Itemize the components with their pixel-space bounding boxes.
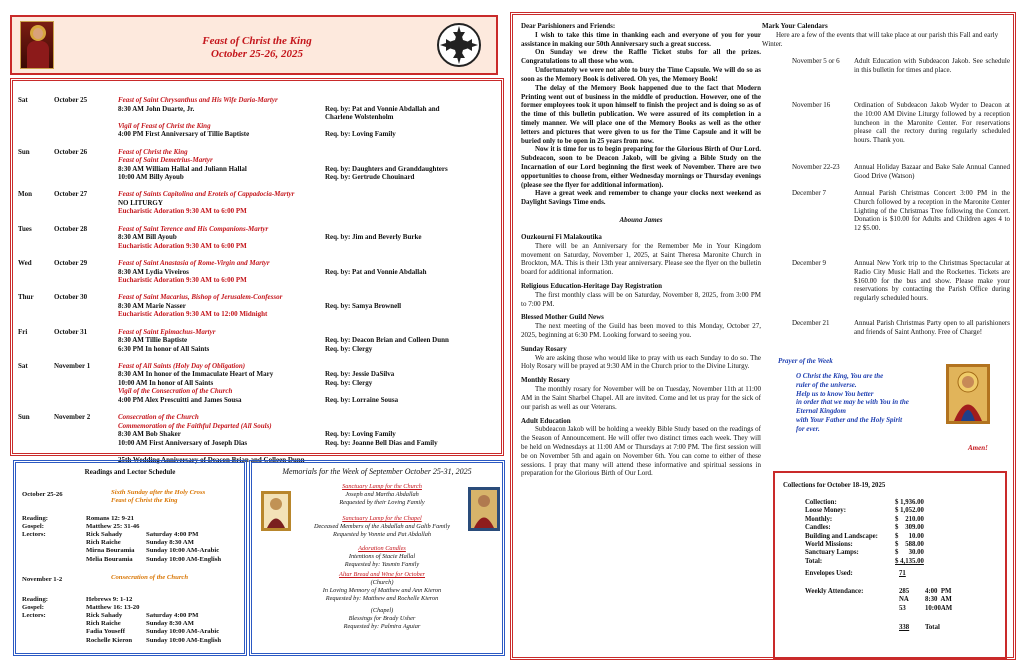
event-date: November 5 or 6 — [792, 57, 840, 65]
memorial-entry — [292, 545, 472, 569]
reading-heading: Consecration of the Church — [111, 574, 189, 581]
section-body: There will be an Anniversary for the Remember Me in Your Kingdom movement on Saturday, November 1, 2025, at Saint Theresa Maronite Church in Brockton, MA. This is their 13th year anniversary. Please see the flyer on the bulletin board for additional information. — [521, 241, 761, 277]
memorial-line: Deceased Members of the Abdallah and Galib Family — [313, 522, 451, 530]
request-line — [325, 276, 495, 285]
lector-time: Sunday 10:00 AM-Arabic — [146, 547, 220, 555]
schedule-line: Eucharistic Adoration 9:30 AM to 6:00 PM — [118, 276, 247, 285]
request-line — [325, 199, 495, 208]
schedule-line: 8:30 AM In honor of the Immaculate Heart of Mary — [118, 370, 274, 379]
schedule-line: 8:30 AM Lydia Viveiros — [118, 267, 189, 276]
memorial-line: (Chapel) — [370, 607, 394, 614]
calendar-intro: Here are a few of the events that will take place at our parish this Fall and early Winter. — [762, 30, 999, 48]
memorial-line: Requested by Vonnie and Pat Abdallah — [333, 530, 431, 538]
letter-paragraph: The delay of the Memory Book happened due to the fact that Modern Printing went out of business in the middle of production. However, one of the former employees took it upon himself to finish the project and is doing so as of the time of this bulletin publication. We were assured of its completion in a timely manner. We will place one of the Memory Books as well as the other letters and pictures that were given to us for the Time Capsule and it will be buried only to be open in 25 years from now. — [521, 83, 761, 145]
request-line — [325, 122, 495, 131]
schedule-details — [118, 362, 323, 405]
prayer-line: in order that we may be with You in the — [796, 398, 909, 407]
request-line: Req. by: Lorraine Sousa — [325, 395, 399, 404]
request-line: Req. by: Loving Family — [325, 130, 396, 139]
memorial-entry — [292, 483, 472, 507]
attendance-time: 10:00AM — [925, 604, 953, 612]
lector-time: Sunday 8:30 AM — [146, 539, 194, 547]
request-line — [325, 207, 495, 216]
lector-name: Mirna Bouramia — [86, 547, 135, 555]
attendance-time: 8:30 AM — [925, 596, 952, 604]
schedule-line: 6:30 PM In honor of All Saints — [118, 344, 210, 353]
schedule-line: Feast of Saint Epimachus-Martyr — [118, 327, 216, 336]
schedule-line: 25th Wedding Anniversary of Deacon Brian and Colleen Dunn — [118, 456, 305, 465]
request-line — [325, 156, 495, 165]
lector-name: Rochelle Kieron — [86, 636, 133, 644]
collections-title: Collections for October 18-19, 2025 — [783, 482, 886, 489]
section-heading: Blessed Mother Guild News — [521, 313, 604, 322]
request-line — [325, 328, 495, 337]
schedule-line: 8:30 AM Bob Shaker — [118, 430, 181, 439]
request-line — [325, 447, 495, 456]
collection-label: Loose Money: — [805, 507, 846, 515]
lector-time: Sunday 10:00 AM-Arabic — [146, 628, 220, 636]
schedule-date: October 25 — [54, 96, 88, 104]
schedule-day: Tues — [18, 224, 32, 233]
lectors-label: Lectors: — [22, 612, 46, 619]
gospel-label: Gospel: — [22, 523, 44, 530]
schedule-day: Wed — [18, 259, 32, 267]
memorial-line: In Loving Memory of Matthew and Ann Kieron — [322, 586, 442, 594]
section-body: The next meeting of the Guild has been moved to this Monday, October 27, 2025, beginning at 6:30 PM. Looking forward to seeing you. — [521, 322, 761, 339]
memorial-line: Sanctuary Lamp for the Church — [342, 483, 422, 490]
readings-title: Readings and Lector Schedule — [84, 468, 176, 476]
schedule-details — [118, 225, 323, 251]
event-text: Annual Holiday Bazaar and Bake Sale Annual Canned Good Drive (Watson) — [854, 163, 1010, 180]
memorial-line: (Church) — [370, 578, 394, 586]
memorial-entry — [292, 515, 472, 539]
prayer-line: O Christ the King, You are the — [796, 372, 884, 380]
request-line: Req. by: Clergy — [325, 344, 373, 353]
collection-value: $ 1,052.00 — [895, 507, 924, 515]
collection-value: $ 4,135.00 — [895, 557, 924, 565]
section-body: Subdeacon Jakob will be holding a weekly Bible Study based on the readings of the Season of Announcement. He will offer two distinct times each week. They will be held on Wednesdays at 11:00 AM or Thursdays at 7:00 PM. The first session will be on November 5th and again on November 6th. You can come to either of these sessions. I pray that many will attend these informative and spiritual sessions in preparation for the Glorious Birth of Our Lord. — [521, 425, 761, 478]
reading-value: Hebrews 9: 1-12 — [86, 596, 133, 603]
request-line — [325, 422, 495, 431]
letter-paragraph: I wish to take this time in thanking each and everyone of you for your assistance in making our 50th Anniversary such a great success. — [521, 30, 761, 48]
schedule-line: Vigil of the Consecration of the Church — [118, 387, 233, 396]
event-date: December 9 — [792, 259, 827, 267]
schedule-details — [118, 190, 323, 216]
prayer-text — [796, 372, 956, 434]
request-line: Req. by: Loving Family — [325, 430, 396, 439]
lector-time: Sunday 8:30 AM — [146, 620, 194, 628]
collection-value: $ 309.00 — [895, 524, 924, 532]
schedule-requests — [325, 328, 495, 354]
request-line — [325, 148, 495, 157]
schedule-requests — [325, 148, 495, 182]
schedule-details — [118, 96, 323, 139]
gospel-value: Matthew 25: 31-46 — [86, 523, 140, 530]
memorial-line: Requested by: Yasmin Family — [344, 560, 420, 568]
gospel-label: Gospel: — [22, 604, 44, 611]
schedule-details — [118, 328, 323, 354]
schedule-day: Sun — [18, 413, 30, 422]
request-line — [325, 387, 495, 396]
schedule-date: October 31 — [54, 327, 88, 336]
calendar-title: Mark Your Calendars — [762, 22, 828, 30]
schedule-line: 4:00 PM Alex Prescuitti and James Sousa — [118, 396, 242, 405]
attendance-label: Weekly Attendance: — [805, 588, 864, 595]
request-line — [325, 242, 495, 251]
collection-label: Monthly: — [805, 515, 833, 523]
lector-time: Saturday 4:00 PM — [146, 531, 199, 538]
readings-lector-schedule — [13, 460, 247, 656]
schedule-details — [118, 259, 323, 285]
section-body: The monthly rosary for November will be on Tuesday, November 11th at 11:00 AM in the Saint Sharbel Chapel. All are invited. Come and let us pray for the sick of our parish as well as our Veterans. — [521, 385, 761, 411]
lector-name: Melia Bouramia — [86, 555, 133, 563]
header-title: Feast of Christ the King October 25-26, 2025 — [202, 35, 312, 61]
attendance-time: 4:00 PM — [925, 588, 952, 595]
schedule-line: Feast of All Saints (Holy Day of Obligation) — [118, 361, 246, 370]
reading-date: October 25-26 — [22, 491, 63, 498]
section-heading: Sunday Rosary — [521, 344, 567, 353]
letter-paragraph: Unfortunately we were not able to bury the Time Capsule. We will do so as soon as the Memory Book is delivered. Oh yes, the Memory Book! — [521, 66, 761, 83]
schedule-date: November 1 — [54, 361, 91, 370]
event-text: Annual Parish Christmas Concert 3:00 PM in the Church followed by a reception in the Maronite Center Lighting of the Christmas Tree following the Concert. Donation is $10.00 for Adults and Children ages 4 to 12 $5.00. — [854, 189, 1010, 233]
request-line: Req. by: Deacon Brian and Colleen Dunn — [325, 336, 449, 345]
reading-heading: Sixth Sunday after the Holy Cross — [111, 489, 206, 496]
request-line: Req. by: Gertrude Chouinard — [325, 173, 415, 182]
schedule-line: 8:30 AM Marie Nasser — [118, 301, 186, 310]
request-line — [325, 225, 495, 234]
memorials-box — [249, 460, 505, 656]
section-heading: Adult Education — [521, 416, 571, 425]
event-date: December 7 — [792, 189, 827, 197]
memorial-line: Adoration Candles — [358, 545, 406, 552]
memorial-entry — [292, 607, 472, 631]
memorial-line: Joseph and Martha Abdallah — [345, 490, 419, 498]
liturgy-schedule — [10, 78, 504, 465]
attendance-count: NA — [899, 596, 909, 604]
schedule-date: October 30 — [54, 293, 88, 302]
lector-name: Rich Raiche — [86, 539, 121, 547]
reading-label: Reading: — [22, 515, 49, 522]
schedule-requests — [325, 362, 495, 405]
memorial-line: Requested by their Loving Family — [339, 498, 425, 506]
request-line — [325, 310, 495, 319]
memorial-entry — [292, 571, 472, 602]
lector-name: Rick Sahady — [86, 531, 123, 538]
request-line — [325, 190, 495, 199]
request-line: Req. by: Jim and Beverly Burke — [325, 233, 422, 242]
schedule-line: 10:00 AM Billy Ayoub — [118, 173, 184, 182]
attendance-total-label: Total — [925, 624, 940, 631]
request-line: Req. by: Joanne Bell Dias and Family — [325, 438, 438, 447]
request-line: Charlene Wolstenholm — [325, 113, 394, 122]
schedule-requests — [325, 259, 495, 285]
gospel-value: Matthew 16: 13-20 — [86, 604, 140, 611]
memorial-icon-right — [468, 487, 500, 531]
request-line: Req. by: Pat and Vonnie Abdallah and — [325, 104, 440, 113]
schedule-line: 8:30 AM William Hallal and Juliann Hallal — [118, 164, 247, 173]
schedule-line: Feast of Saint Anastasia of Rome-Virgin and Martyr — [118, 259, 270, 267]
schedule-date: November 2 — [54, 413, 91, 422]
prayer-amen: Amen! — [968, 444, 988, 452]
schedule-line: Vigil of Feast of Christ the King — [118, 121, 211, 130]
schedule-line: Eucharistic Adoration 9:30 AM to 12:00 Midnight — [118, 310, 268, 319]
prayer-line: ruler of the universe. — [796, 380, 857, 389]
lectors-label: Lectors: — [22, 531, 46, 538]
event-text: Annual New York trip to the Christmas Spectacular at Radio City Music Hall and the Rockettes. Tickets are $160.00 for the bus and show. Please make your reservations by contacting the Parish Office during regularly scheduled hours. — [854, 259, 1010, 303]
section-heading: Religious Education-Heritage Day Registration — [521, 281, 662, 290]
request-line: Req. by: Clergy — [325, 378, 373, 387]
reading-heading: Feast of Christ the King — [111, 497, 178, 504]
request-line — [325, 259, 495, 268]
christ-icon — [946, 364, 990, 424]
schedule-line: 10:00 AM In honor of All Saints — [118, 378, 214, 387]
schedule-line: 8:30 AM Tillie Baptiste — [118, 336, 188, 345]
schedule-line: Feast of Saint Terence and His Companions-Martyr — [118, 224, 269, 233]
collection-label: Sanctuary Lamps: — [805, 549, 859, 557]
schedule-line: Feast of Saint Chrysanthus and His Wife Daria-Martyr — [118, 96, 278, 104]
letter-paragraph: Have a great week and remember to change your clocks next weekend as Daylight Savings Time ends. — [521, 189, 761, 207]
schedule-requests — [325, 225, 495, 251]
schedule-line: 8:30 AM John Duarte, Jr. — [118, 104, 195, 113]
schedule-day: Mon — [18, 190, 32, 199]
event-date: November 16 — [792, 101, 831, 109]
schedule-line: Consecration of the Church — [118, 413, 199, 422]
schedule-line: Feast of Saint Macarius, Bishop of Jerusalem-Confessor — [118, 293, 283, 302]
prayer-title: Prayer of the Week — [778, 357, 833, 365]
schedule-line — [118, 113, 323, 122]
letter-paragraph: On Sunday we drew the Raffle Ticket stubs for all the prizes. Congratulations to all those who won. — [521, 48, 761, 66]
schedule-day: Fri — [18, 327, 28, 336]
memorial-line: Sanctuary Lamp for the Chapel — [342, 515, 422, 522]
lector-name: Fadia Youseff — [86, 628, 125, 636]
lector-time: Sunday 10:00 AM-English — [146, 636, 222, 644]
schedule-date: October 28 — [54, 224, 88, 233]
prayer-line: with Your Father and the Holy Spirit — [796, 416, 903, 425]
event-text: Annual Parish Christmas Party open to all parishioners and friends of Saint Anthony. Free of Charge! — [854, 319, 1010, 336]
schedule-details — [118, 293, 323, 319]
schedule-day: Sat — [18, 361, 28, 370]
collection-value: $ 30.00 — [895, 549, 924, 557]
request-line: Req. by: Pat and Vonnie Abdallah — [325, 267, 427, 276]
event-date: December 21 — [792, 319, 830, 327]
prayer-line: for ever. — [796, 424, 820, 433]
schedule-requests — [325, 96, 495, 139]
envelopes-value: 71 — [899, 570, 906, 577]
schedule-details — [118, 148, 323, 182]
letter-paragraph: Now it is time for us to begin preparing for the Glorious Birth of Our Lord. Subdeacon, soon to be Deacon Jakob, will be giving a Bible Study on the Incarnation of our Lord beginning the first week of November. There are two opportunities to choose from, either Wednesday mornings or Thursday evenings (please see the flyer for additional information). — [521, 145, 761, 189]
right-column — [762, 22, 1010, 452]
request-line — [325, 96, 495, 105]
collection-label: Candles: — [805, 524, 831, 532]
collection-value: $ 10.00 — [895, 532, 924, 540]
reading-label: Reading: — [22, 596, 49, 603]
bulletin-header — [10, 15, 498, 75]
lector-name: Rick Sahady — [86, 612, 123, 619]
envelopes-label: Envelopes Used: — [805, 570, 853, 577]
section-body: The first monthly class will be on Saturday, November 8, 2025, from 3:00 PM to 7:00 PM. — [521, 290, 761, 308]
collection-label: Collection: — [805, 499, 837, 506]
schedule-line: Eucharistic Adoration 9:30 AM to 6:00 PM — [118, 241, 247, 250]
schedule-line: NO LITURGY — [118, 198, 163, 207]
letter-signature: Abouna James — [619, 216, 663, 225]
lector-time: Sunday 10:00 AM-English — [146, 555, 222, 563]
collection-value: $ 1,936.00 — [895, 499, 924, 506]
memorial-icon-left — [261, 491, 291, 531]
lector-time: Saturday 4:00 PM — [146, 612, 199, 619]
collection-value: $ 588.00 — [895, 541, 924, 548]
memorial-line: Intentions of Stacie Hallal — [348, 552, 416, 560]
collection-label: World Missions: — [805, 541, 853, 548]
schedule-date: October 26 — [54, 147, 88, 156]
schedule-line: Feast of Saints Capitolina and Erotels of Cappadocia-Martyr — [118, 190, 295, 199]
request-line — [325, 293, 495, 302]
schedule-line: Eucharistic Adoration 9:30 AM to 6:00 PM — [118, 207, 247, 216]
reading-date: November 1-2 — [22, 576, 63, 583]
collections-box — [773, 471, 1007, 659]
event-date: November 22-23 — [792, 163, 840, 171]
schedule-line: Feast of Saint Demetrius-Martyr — [118, 156, 213, 165]
pastor-letter — [521, 22, 761, 478]
collection-label: Building and Landscape: — [805, 532, 878, 540]
section-heading: Monthly Rosary — [521, 376, 570, 385]
attendance-total: 338 — [899, 624, 910, 631]
schedule-line: Commemoration of the Faithful Departed (All Souls) — [118, 421, 272, 430]
right-panel — [510, 12, 1016, 660]
memorial-line: Requested by: Palmira Aguiar — [343, 622, 421, 630]
collection-value: $ 210.00 — [895, 515, 924, 523]
request-line — [325, 362, 495, 371]
schedule-requests — [325, 190, 495, 216]
lector-name: Rich Raiche — [86, 620, 121, 628]
request-line: Req. by: Jessie DaSilva — [325, 370, 395, 379]
cross-icon — [436, 22, 482, 68]
memorial-line: Blessings for Brady Usher — [348, 614, 416, 622]
schedule-day: Thur — [18, 293, 34, 302]
section-heading: Ouzkourni Fi Malakoutika — [521, 232, 602, 241]
reading-value: Romans 12: 9-21 — [86, 515, 134, 522]
memorials-title: Memorials for the Week of September October 25-31, 2025 — [282, 467, 472, 476]
section-body: We are asking those who would like to pray with us each Sunday to do so. The Holy Rosary will be prayed at 9:30 AM in the Church prior to the Divine Liturgy. — [521, 353, 761, 371]
event-text: Ordination of Subdeacon Jakob Wyder to Deacon at the 10:00 AM Divine Liturgy followed by a reception luncheon in the Maronite Center. For reservations please call the rectory during regularly scheduled hours. Thank you. — [854, 101, 1010, 145]
schedule-line: 8:30 AM Bill Ayoub — [118, 233, 177, 242]
schedule-requests — [325, 413, 495, 464]
schedule-day: Sat — [18, 96, 28, 104]
memorial-line: Altar Bread and Wine for October — [339, 571, 425, 578]
attendance-count: 285 — [899, 588, 910, 595]
prayer-line: Eternal Kingdom — [796, 407, 846, 416]
request-line: Req. by: Daughters and Granddaughters — [325, 164, 448, 173]
schedule-line: Feast of Christ the King — [118, 147, 188, 156]
request-line — [325, 413, 495, 422]
schedule-line: 4:00 PM First Anniversary of Tillie Baptiste — [118, 130, 250, 139]
schedule-requests — [325, 293, 495, 319]
collection-label: Total: — [805, 557, 823, 565]
letter-salutation: Dear Parishioners and Friends: — [521, 22, 616, 30]
schedule-date: October 27 — [54, 190, 88, 199]
request-line: Req. by: Samya Brownell — [325, 301, 402, 310]
schedule-day: Sun — [18, 147, 30, 156]
memorial-line: Requested by: Matthew and Rochelle Kieron — [325, 594, 439, 602]
schedule-line: 10:00 AM First Anniversary of Joseph Dias — [118, 438, 248, 447]
schedule-date: October 29 — [54, 259, 88, 267]
saint-icon — [20, 21, 54, 69]
event-text: Adult Education with Subdeacon Jakob. See schedule in this bulletin for times and place. — [854, 57, 1010, 74]
attendance-count: 53 — [899, 604, 906, 612]
prayer-line: Help us to know You better — [796, 389, 874, 398]
